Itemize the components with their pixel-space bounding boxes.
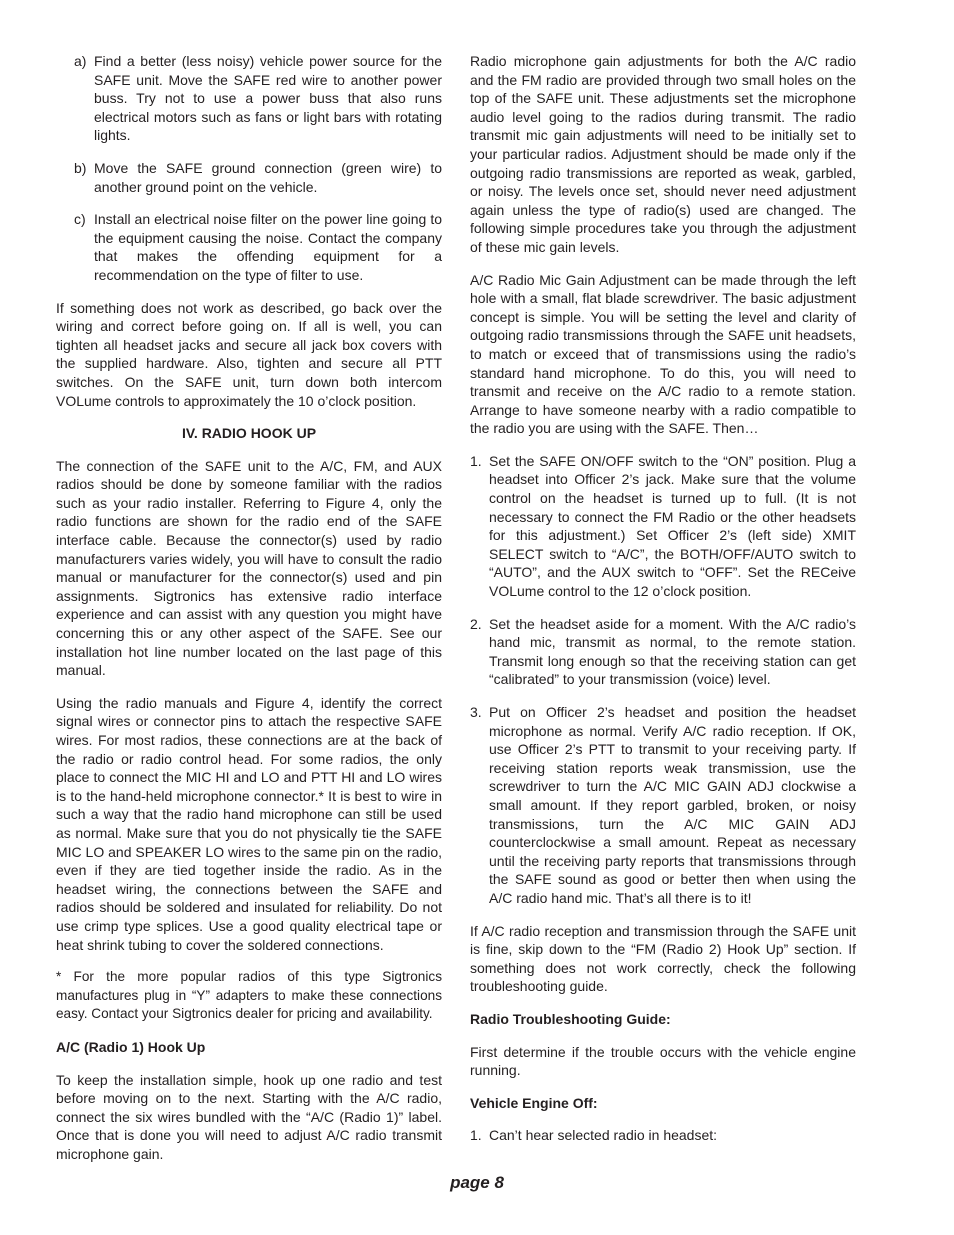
list-marker-a: a) <box>74 53 87 69</box>
list-text-a: Find a better (less noisy) vehicle power source for the SAFE unit. Move the SAFE red wire to another power buss. Try not to use a power buss that also runs electrical motors such as fans or light bars with rotating lights. <box>94 53 442 144</box>
list-item-c <box>56 210 442 284</box>
step-3 <box>470 703 856 908</box>
paragraph-determine-trouble: First determine if the trouble occurs with the vehicle engine running. <box>470 1043 856 1079</box>
left-column <box>56 52 442 1177</box>
step-2-text: Set the headset aside for a moment. With the A/C radio’s hand mic, transmit as normal, to the remote station. Transmit long enough so that the receiving station can get “calibrated” to your transmission (voice) level. <box>489 615 856 688</box>
paragraph-radio-connection: The connection of the SAFE unit to the A/C, FM, and AUX radios should be done by someone familiar with the radios such as your radio installer. Referring to Figure 4, only the radio functions are shown for the radio end of the SAFE interface cable. Because the connector(s) used by radio manufacturers varies widely, you will have to consult the radio manual or manufacturer for the connector(s) used and pin assignments. Sigtronics has extensive radio interface experience and can assist with any question you might have concerning this or any other aspect of the SAFE. See our installation hot line number located on the last page of this manual. <box>56 457 442 679</box>
list-marker-c: c) <box>74 211 86 228</box>
step-3-marker: 3. <box>470 704 482 720</box>
list-item-b <box>56 159 442 196</box>
paragraph-skip-to-fm: If A/C radio reception and transmission through the SAFE unit is fine, skip down to the “FM (Radio 2) Hook Up” section. If something does not work correctly, check the following troubleshooting guide. <box>470 922 856 995</box>
step-1-marker: 1. <box>470 452 482 469</box>
step-1 <box>470 452 856 601</box>
footnote-y-adapters: * For the more popular radios of this type Sigtronics manufactures plug in “Y” adapters to make these connections easy. Contact your Sigtronics dealer for pricing and availability. <box>56 969 442 1022</box>
paragraph-ac-mic-gain-adjustment: A/C Radio Mic Gain Adjustment can be made through the left hole with a small, flat blade screwdriver. The basic adjustment concept is simple. You will be setting the level and clarity of outgoing radio transmissions through the SAFE unit headsets, to match or exceed that of transmissions using the radio’s standard hand microphone. To do this, you will need to transmit and receive on the A/C radio to a remote station. Arrange to have someone nearby with a radio compatible to the radio you are using with the SAFE. Then… <box>470 271 856 437</box>
step-2-marker: 2. <box>470 615 482 632</box>
paragraph-ac-hook-up: To keep the installation simple, hook up one radio and test before moving on to the next. Starting with the A/C radio, connect the six wires bundled with the “A/C (Radio 1)” label. Once that is done you will need to adjust A/C radio transmit microphone gain. <box>56 1071 442 1162</box>
heading-vehicle-engine-off: Vehicle Engine Off: <box>470 1094 598 1111</box>
troubleshoot-item-1-text: Can’t hear selected radio in headset: <box>489 1127 718 1144</box>
page-number: page 8 <box>450 1173 504 1192</box>
paragraph-mic-gain-intro: Radio microphone gain adjustments for both the A/C radio and the FM radio are provided through two small holes on the top of the SAFE unit. These adjustments set the microphone audio level going to the radios during transmit. The radio transmit mic gain adjustments will need to be initially set to your particular radios. Adjustment should be made only if the outgoing radio transmissions are reported as weak, garbled, or noisy. The levels once set, should never need adjustment again unless the type of radio(s) used are changed. The following simple procedures take you through the adjustment of these mic gain levels. <box>470 53 856 255</box>
section-heading-radio-hook-up: IV. RADIO HOOK UP <box>181 425 317 442</box>
list-text-c: Install an electrical noise filter on the power line going to the equipment causing the noise. Contact the company that makes the offending equipment for a recommendation on the type of filter to use. <box>94 211 442 283</box>
step-2 <box>470 615 856 689</box>
troubleshoot-item-1-marker: 1. <box>470 1127 482 1144</box>
paragraph-wiring-check: If something does not work as described, go back over the wiring and correct before going on. If all is well, you can tighten all headset jacks and secure all jack box covers with the supplied hardware. Also, tighten and secure all PTT switches. On the SAFE unit, turn down both intercom VOLume controls to approximately the 10 o’clock position. <box>56 299 442 409</box>
step-1-text: Set the SAFE ON/OFF switch to the “ON” position. Plug a headset into Officer 2’s jack. Make sure that the volume control on the headset is turned up to full. (It is not necessary to connect the FM Radio or the other headsets for this adjustment.) Set Officer 2’s (left side) XMIT SELECT switch to “A/C”, the BOTH/OFF/AUTO switch to “AUTO”, and the AUX switch to “OFF”. Set the RECeive VOLume control to the 12 o’clock position. <box>489 452 856 600</box>
step-3-text: Put on Officer 2’s headset and position the headset microphone as normal. Verify A/C radio reception. If OK, use Officer 2’s PTT to transmit to your receiving party. If receiving station reports weak transmission, use the screwdriver to turn the A/C MIC GAIN ADJ clockwise a small amount. If they report garbled, broken, or noisy transmissions, turn the A/C MIC GAIN ADJ counterclockwise a small amount. Repeat as necessary until the receiving party reports that transmissions through the SAFE sound as good or better then when using the A/C radio hand mic. That’s all there is to it! <box>489 704 856 906</box>
heading-troubleshooting-guide: Radio Troubleshooting Guide: <box>470 1010 671 1027</box>
paragraph-radio-manuals: Using the radio manuals and Figure 4, identify the correct signal wires or connector pins to attach the respective SAFE wires. For most radios, these connections are at the back of the radio or radio control head. For some radios, the only place to connect the MIC HI and LO and PTT HI and LO wires is to the hand-held microphone connector.* It is best to wire in such a way that the radio hand microphone can still be used as normal. Make sure that you do not physically tie the SAFE MIC LO and SPEAKER LO wires to the same pin on the radio, even if they are tied together inside the radio. As in the headset wiring, the connections between the SAFE and radios should be soldered and insulated for reliability. Do not use crimp type splices. Use a good quality electrical tape or heat shrink tubing to cover the soldered connections. <box>56 694 442 953</box>
list-item-a <box>56 52 442 145</box>
list-marker-b: b) <box>74 159 87 176</box>
subheading-ac-radio-hook-up: A/C (Radio 1) Hook Up <box>56 1038 206 1055</box>
right-column <box>470 52 856 1159</box>
list-text-b: Move the SAFE ground connection (green wire) to another ground point on the vehicle. <box>94 159 442 195</box>
troubleshoot-item-1 <box>470 1126 856 1145</box>
